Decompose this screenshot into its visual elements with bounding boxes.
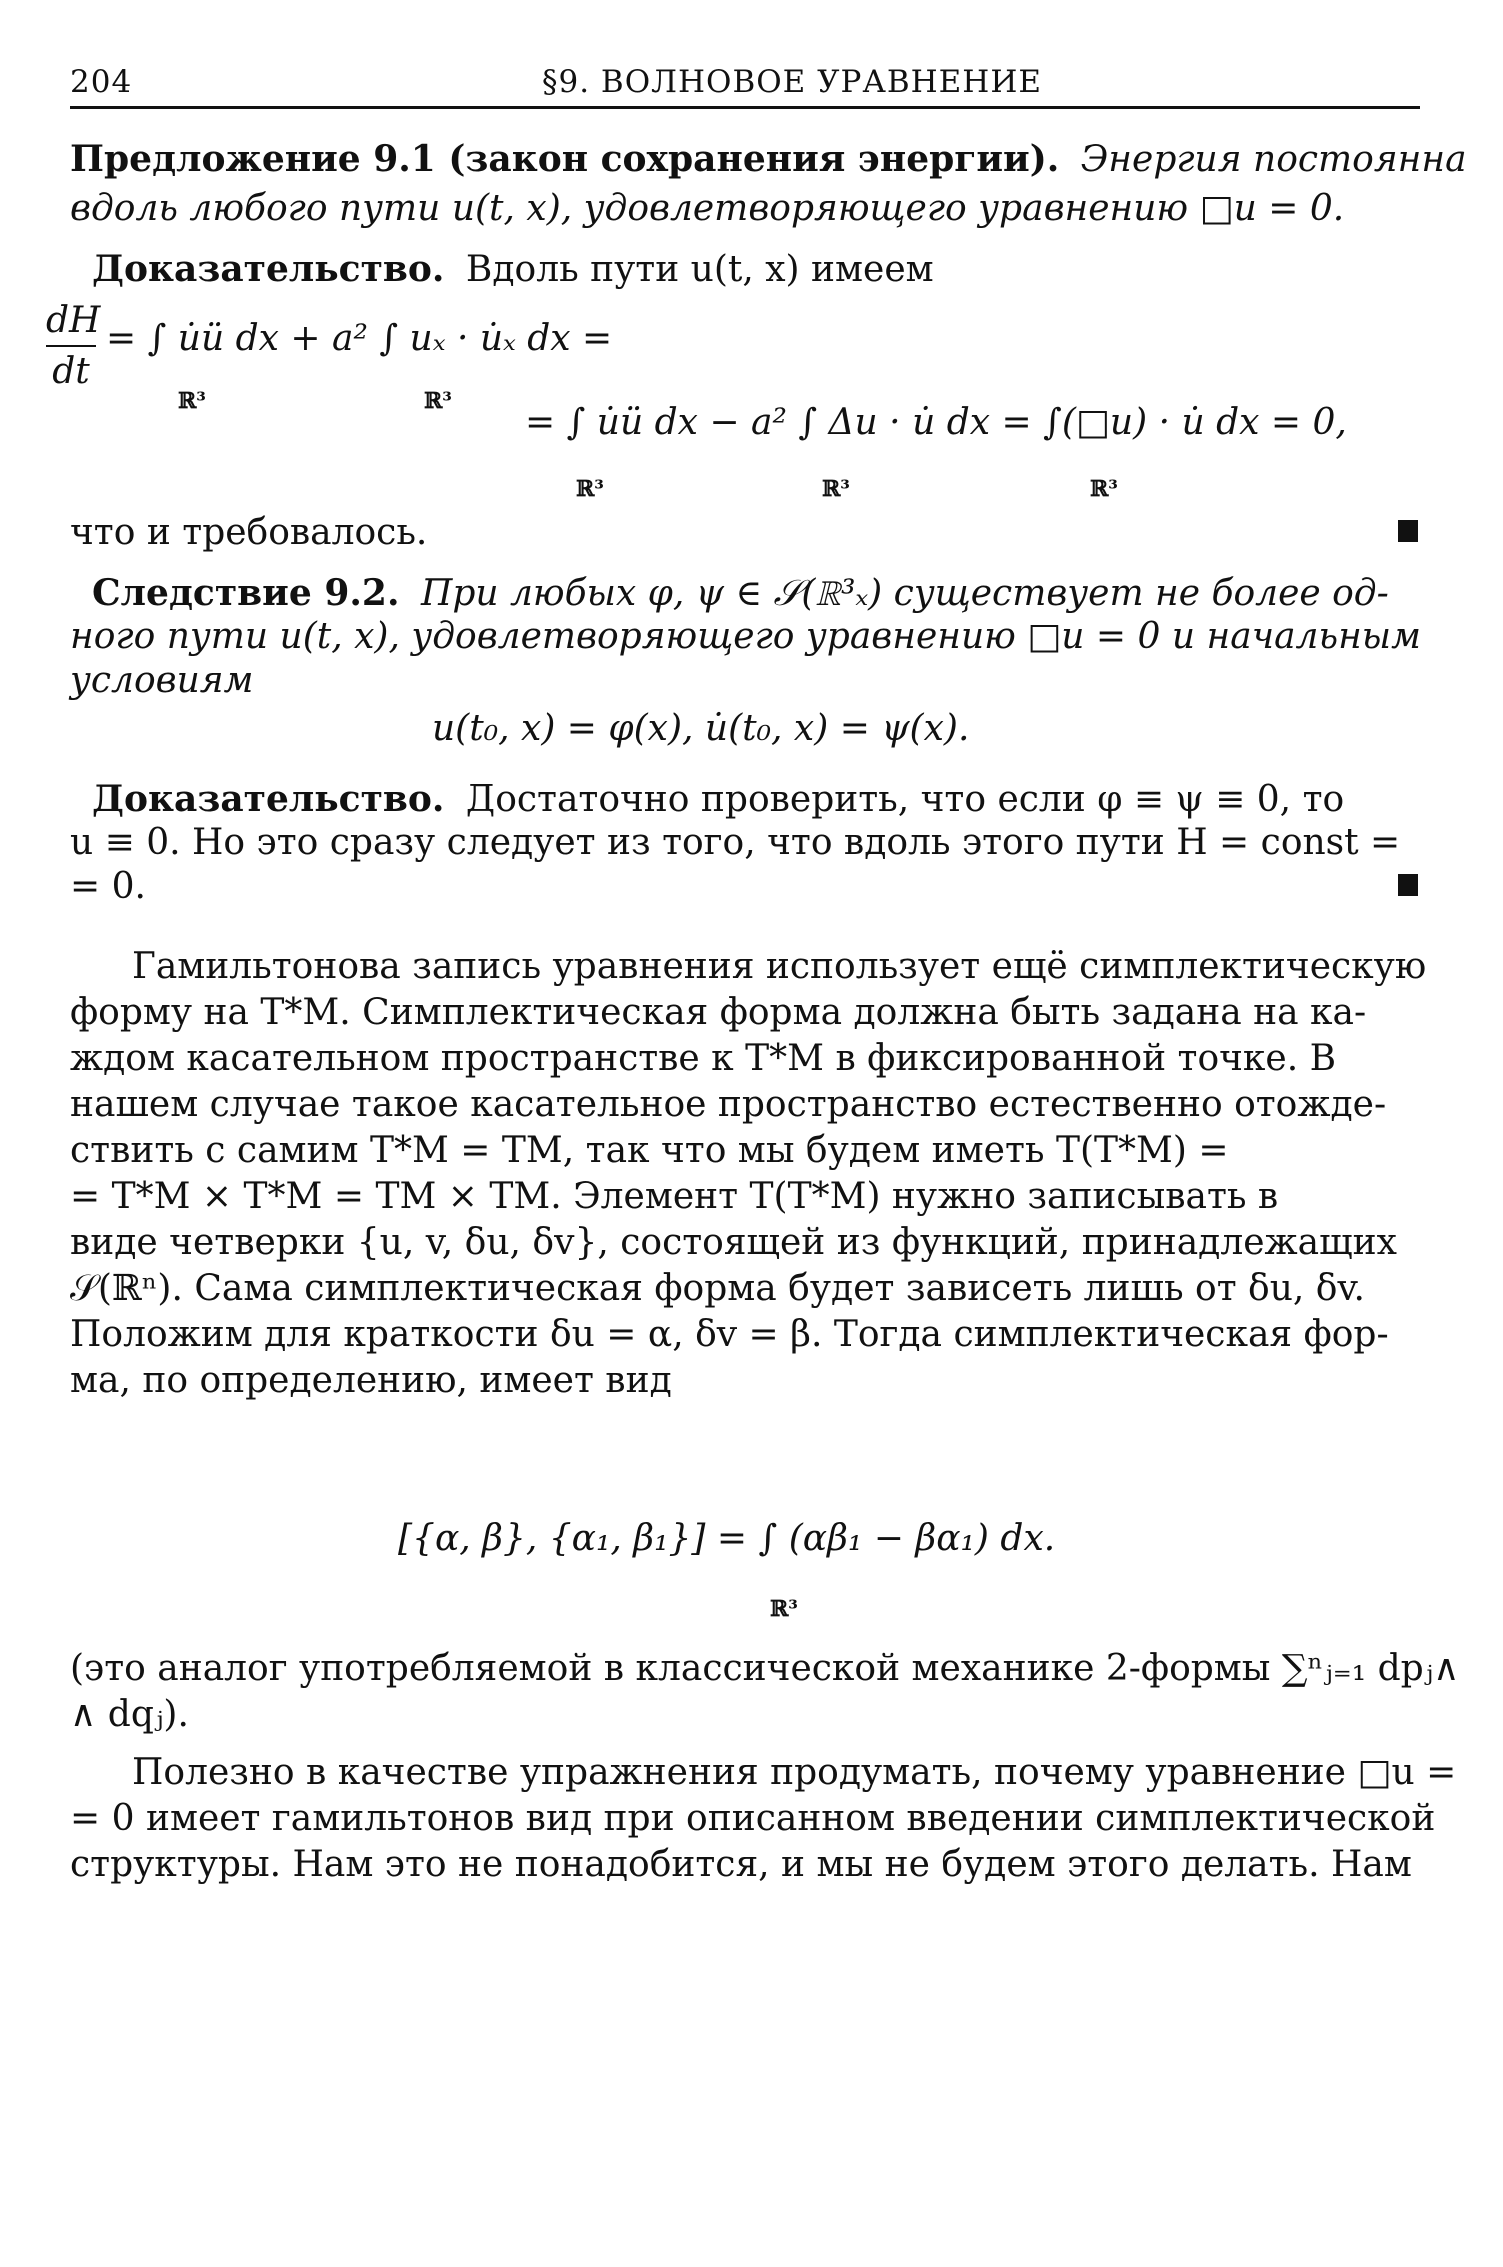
analog-line2: ∧ dqⱼ). [70,1694,189,1735]
proof1-end: что и требовалось. [70,512,428,553]
hamilton-line: ма, по определению, имеет вид [70,1360,672,1401]
hamilton-line: = T*M × T*M = TM × TM. Элемент T(T*M) нужно записывать в [70,1176,1279,1217]
proposition-text1: Энергия постоянна [1080,139,1467,180]
fraction-numerator: dH [46,300,101,341]
hamilton-line: 𝒮(ℝⁿ). Сама симплектическая форма будет зависеть лишь от δu, δv. [70,1268,1365,1309]
domain-label: ℝ³ [424,388,452,414]
hamilton-line: виде четверки {u, v, δu, δv}, состоящей из функций, принадлежащих [70,1222,1397,1263]
hamilton-line: ствить с самим T*M = TM, так что мы будем иметь T(T*M) = [70,1130,1229,1171]
exercise-line3: структуры. Нам это не понадобится, и мы не будем этого делать. Нам [70,1844,1412,1885]
fraction-denominator: dt [52,351,90,392]
qed-mark [1398,874,1418,896]
corollary-line1 [92,572,1389,615]
corollary-label: Следствие 9.2. [92,572,400,614]
exercise-line2: = 0 имеет гамильтонов вид при описанном введении симплектической [70,1798,1436,1839]
domain-label: ℝ³ [576,476,604,502]
proof1-label: Доказательство. [92,248,445,290]
domain-label: ℝ³ [822,476,850,502]
qed-mark [1398,520,1418,542]
domain-label: ℝ³ [770,1596,798,1622]
domain-label: ℝ³ [1090,476,1118,502]
analog-line1: (это аналог употребляемой в классической механике 2-формы ∑ⁿⱼ₌₁ dpⱼ∧ [70,1648,1460,1689]
proof1-text: Вдоль пути u(t, x) имеем [465,249,934,290]
equation1-line2: = ∫ u̇ü dx − a² ∫ Δu · u̇ dx = ∫(□u) · u̇ dx = 0, [525,402,1347,443]
proof1-line [92,248,934,290]
symplectic-form-equation: [{α, β}, {α₁, β₁}] = ∫ (αβ₁ − βα₁) dx. [398,1518,1056,1559]
equation1-line1: = ∫ u̇ü dx + a² ∫ uₓ · u̇ₓ dx = [106,318,613,359]
domain-label: ℝ³ [178,388,206,414]
page-number: 204 [70,64,133,100]
proof2-line2: u ≡ 0. Но это сразу следует из того, что вдоль этого пути H = const = [70,822,1401,863]
corollary-text1: При любых φ, ψ ∈ 𝒮(ℝ³ₓ) существует не более од- [420,573,1389,614]
initial-conditions: u(t₀, x) = φ(x), u̇(t₀, x) = ψ(x). [432,708,970,749]
page-header [70,62,1420,109]
exercise-line1: Полезно в качестве упражнения продумать, почему уравнение □u = [132,1752,1457,1793]
proof2-line3: = 0. [70,866,146,907]
proof2-label: Доказательство. [92,778,445,820]
dH-dt-fraction [46,300,101,392]
hamilton-line: нашем случае такое касательное пространство естественно отожде- [70,1084,1387,1125]
corollary-line2: ного пути u(t, x), удовлетворяющего уравнению □u = 0 и начальным [70,616,1421,657]
hamilton-line: Положим для краткости δu = α, δv = β. Тогда симплектическая фор- [70,1314,1389,1355]
proposition-label: Предложение 9.1 (закон сохранения энергии). [70,138,1060,180]
proposition-line2: вдоль любого пути u(t, x), удовлетворяющего уравнению □u = 0. [70,188,1345,229]
hamilton-line: форму на T*M. Симплектическая форма должна быть задана на ка- [70,992,1367,1033]
hamilton-line: ждом касательном пространстве к T*M в фиксированной точке. В [70,1038,1337,1079]
proof2-line1 [92,778,1344,820]
proposition-line1 [70,138,1467,180]
proof2-text1: Достаточно проверить, что если φ ≡ ψ ≡ 0, то [465,779,1345,820]
corollary-line3: условиям [70,660,254,701]
section-title: §9. ВОЛНОВОЕ УРАВНЕНИЕ [542,64,1043,100]
hamilton-line: Гамильтонова запись уравнения использует ещё симплектическую [132,946,1427,987]
